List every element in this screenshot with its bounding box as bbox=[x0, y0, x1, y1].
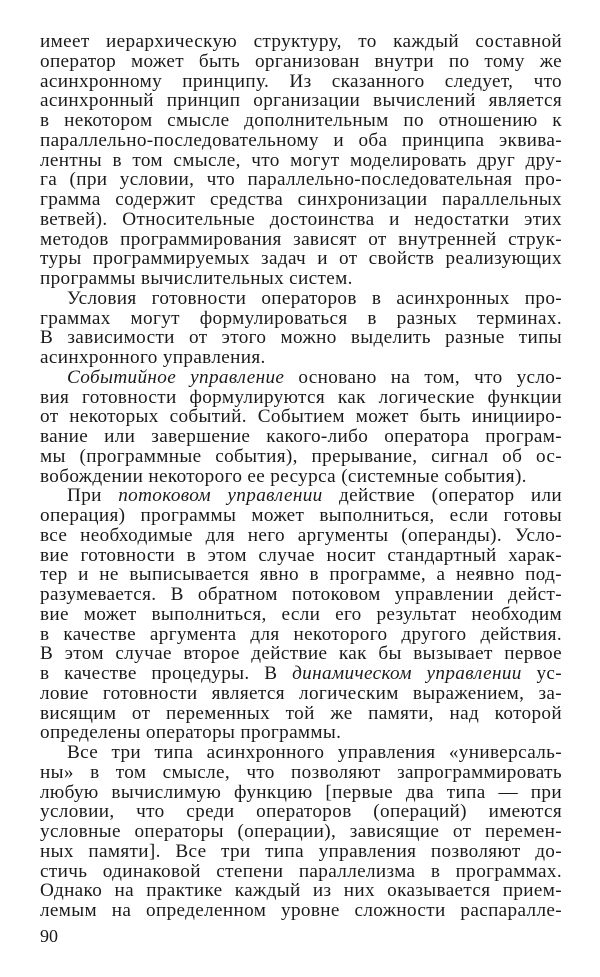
text-line: лемым на определенном уровне сложности распаралле- bbox=[40, 900, 562, 921]
text-line: стичь одинаковой степени параллелизма в программах. bbox=[40, 860, 562, 882]
text-line: от некоторых событий. Событием может быть иницииро- bbox=[40, 406, 562, 428]
text-line: оператор может быть организован внутри по тому же bbox=[40, 50, 562, 72]
text-run: основано на том, что усло- bbox=[284, 366, 562, 388]
text-line: в качестве аргумента для некоторого другого действия. bbox=[40, 623, 562, 645]
text-line: в некотором смысле дополнительным по отношению к bbox=[40, 110, 562, 131]
page-body bbox=[40, 32, 562, 921]
text-run: в качестве процедуры. В bbox=[40, 663, 293, 684]
paragraph-first-line bbox=[40, 368, 562, 388]
text-line: программы вычислительных систем. bbox=[40, 268, 353, 289]
text-line: разумевается. В обратном потоковом управлении дейст- bbox=[40, 584, 562, 605]
text-line: грамма содержит средства синхронизации параллельных bbox=[40, 189, 562, 210]
text-line: вие может выполниться, если его результат необходим bbox=[40, 603, 562, 625]
text-line: вие готовности в этом случае носит стандартный харак- bbox=[40, 544, 562, 566]
text-line: га (при условии, что параллельно-последовательная про- bbox=[40, 169, 562, 191]
text-line: имеет иерархическую структуру, то каждый составной bbox=[40, 31, 562, 52]
text-run: При bbox=[67, 485, 119, 507]
text-line: все необходимые для него аргументы (операнды). Усло- bbox=[40, 524, 562, 546]
text-line: вание или завершение какого-либо оператора програм- bbox=[40, 426, 562, 447]
text-line: тер и не выписывается явно в программе, а неявно под- bbox=[40, 564, 562, 586]
text-run: ус- bbox=[521, 663, 563, 684]
term-event-control: Событийное управление bbox=[67, 366, 285, 388]
text-line: лентны в том смысле, что могут моделировать друг дру- bbox=[40, 149, 562, 171]
text-line: В этом случае второе действие как бы вызывает первое bbox=[40, 643, 562, 665]
text-line: туры программируемых задач и от свойств реализующих bbox=[40, 248, 562, 270]
text-line: ловие готовности является логическим выражением, за- bbox=[40, 682, 562, 704]
paragraph-first-line bbox=[40, 486, 562, 506]
text-line: граммах могут формулироваться в разных терминах. bbox=[40, 307, 562, 329]
paragraph-first-line: Условия готовности операторов в асинхронных про- bbox=[67, 287, 562, 309]
term-dynamic-control: динамическом управлении bbox=[292, 663, 522, 684]
text-line: ных памяти]. Все три типа управления позволяют до- bbox=[40, 840, 562, 862]
text-line: асинхронный принцип организации вычислений является bbox=[40, 90, 562, 112]
text-line: Однако на практике каждый из них оказывается прием- bbox=[40, 880, 562, 902]
text-line: условные операторы (операции), зависящие от перемен- bbox=[40, 821, 562, 842]
text-line: определены операторы программы. bbox=[40, 722, 342, 744]
text-line: любую вычислимую функцию [первые два типа — при bbox=[40, 781, 562, 803]
text-line: мы (программные события), прерывание, сигнал об ос- bbox=[40, 445, 562, 467]
text-line: ветвей). Относительные достоинства и недостатки этих bbox=[40, 208, 562, 230]
text-run: действие (оператор или bbox=[322, 485, 563, 507]
text-line: вия готовности формулируются как логические функции bbox=[40, 386, 562, 408]
text-line: вобождении некоторого ее ресурса (системные события). bbox=[40, 465, 527, 487]
text-line: В зависимости от этого можно выделить разные типы bbox=[40, 327, 562, 349]
text-line: методов программирования зависят от внутренней струк- bbox=[40, 228, 562, 250]
paragraph-first-line: Все три типа асинхронного управления «универсаль- bbox=[67, 742, 562, 763]
text-line: параллельно-последовательному и оба принципа эквива- bbox=[40, 129, 562, 151]
text-line: условии, что среди операторов (операций) имеются bbox=[40, 801, 562, 823]
term-dataflow-control: потоковом управлении bbox=[118, 485, 323, 507]
text-line: операция) программы может выполниться, если готовы bbox=[40, 505, 562, 526]
text-line: асинхронному принципу. Из сказанного следует, что bbox=[40, 70, 562, 92]
text-line: висящим от переменных той же памяти, над которой bbox=[40, 702, 562, 724]
text-line bbox=[40, 664, 562, 684]
text-line: ны» в том смысле, что позволяют запрограммировать bbox=[40, 761, 562, 783]
text-line: асинхронного управления. bbox=[40, 347, 266, 368]
page-number: 90 bbox=[40, 926, 58, 946]
